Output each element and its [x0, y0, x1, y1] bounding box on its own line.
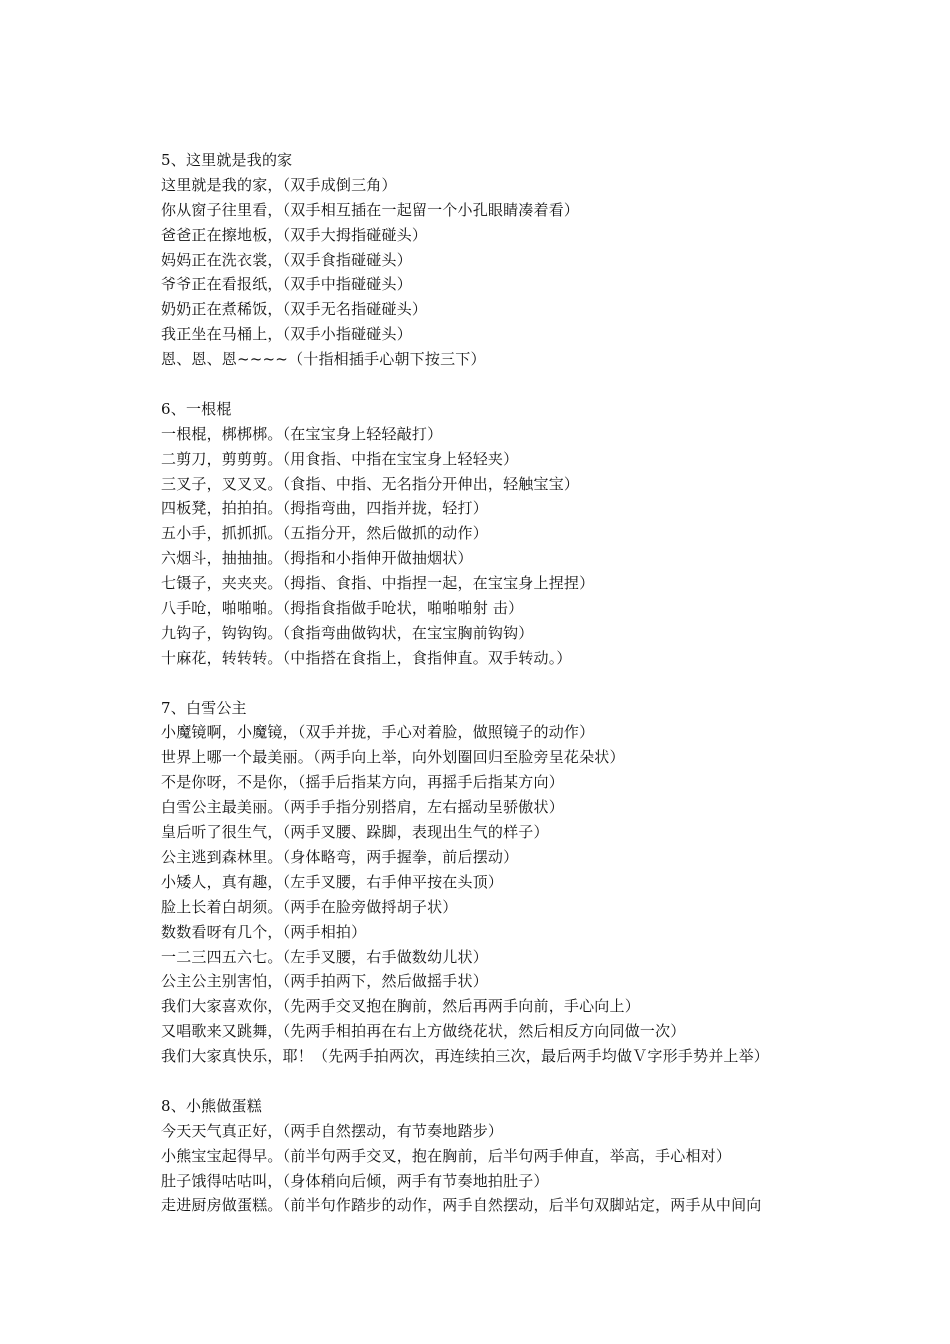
- text-line: 今天天气真正好，（两手自然摆动，有节奏地踏步）: [161, 1121, 504, 1140]
- text-line: 又唱歌来又跳舞，（先两手相拍再在右上方做绕花状，然后相反方向同做一次）: [161, 1022, 686, 1041]
- section-heading: 5、这里就是我的家: [161, 151, 293, 169]
- text-line: 我们大家真快乐，耶！（先两手拍两次，再连续拍三次，最后两手均做Ｖ字形手势并上举）: [161, 1047, 770, 1066]
- paragraph-gap: [161, 372, 851, 397]
- text-line: 小熊宝宝起得早。（前半句两手交叉，抱在胸前，后半句两手伸直，举高，手心相对）: [161, 1146, 732, 1165]
- section-8: [161, 1094, 851, 1218]
- section-heading: 8、小熊做蛋糕: [161, 1096, 262, 1115]
- text-line: 走进厨房做蛋糕。（前半句作踏步的动作，两手自然摆动，后半句双脚站定，两手从中间向: [161, 1196, 762, 1215]
- document-body: [161, 148, 851, 1218]
- text-line: 恩、恩、恩~~~~（十指相插手心朝下按三下）: [161, 350, 486, 369]
- text-line: 十麻花，转转转。（中指搭在食指上，食指伸直。双手转动。）: [161, 648, 572, 667]
- paragraph-gap: [161, 671, 851, 696]
- section-heading: 7、白雪公主: [161, 698, 247, 717]
- text-line: 肚子饿得咕咕叫，（身体稍向后倾，两手有节奏地拍肚子）: [161, 1171, 549, 1190]
- text-line: 小魔镜啊，小魔镜，（双手并拢，手心对着脸，做照镜子的动作）: [161, 723, 595, 742]
- text-line: 不是你呀，不是你，（摇手后指某方向，再摇手后指某方向）: [161, 773, 564, 792]
- text-line: 小矮人，真有趣，（左手叉腰，右手伸平按在头顶）: [161, 872, 504, 891]
- text-line: 二剪刀，剪剪剪。（用食指、中指在宝宝身上轻轻夹）: [161, 449, 519, 468]
- text-line: 世界上哪一个最美丽。（两手向上举，向外划圈回归至脸旁呈花朵状）: [161, 748, 625, 767]
- text-line: 四板凳，拍拍拍。（拇指弯曲，四指并拢，轻打）: [161, 499, 488, 518]
- text-line: 八手呛，啪啪啪。（拇指食指做手呛状，啪啪啪射 击）: [161, 599, 524, 618]
- section-5: [161, 148, 851, 372]
- section-heading: 6、一根棍: [161, 399, 232, 418]
- text-line: 这里就是我的家，（双手成倒三角）: [161, 175, 397, 194]
- text-line: 你从窗子往里看，（双手相互插在一起留一个小孔眼睛凑着看）: [161, 200, 580, 219]
- text-line: 我们大家喜欢你，（先两手交叉抱在胸前，然后再两手向前，手心向上）: [161, 997, 640, 1016]
- text-line: 脸上长着白胡须。（两手在脸旁做捋胡子状）: [161, 897, 458, 916]
- text-line: 爷爷正在看报纸，（双手中指碰碰头）: [161, 275, 412, 294]
- text-line: 皇后听了很生气，（两手叉腰、跺脚，表现出生气的样子）: [161, 823, 549, 842]
- text-line: 我正坐在马桶上，（双手小指碰碰头）: [161, 325, 412, 344]
- text-line: 妈妈正在洗衣裳，（双手食指碰碰头）: [161, 250, 412, 269]
- paragraph-gap: [161, 1069, 851, 1094]
- text-line: 五小手，抓抓抓。（五指分开，然后做抓的动作）: [161, 524, 488, 543]
- section-7: [161, 696, 851, 1069]
- text-line: 六烟斗，抽抽抽。（拇指和小指伸开做抽烟状）: [161, 549, 473, 568]
- text-line: 九钩子，钩钩钩。（食指弯曲做钩状，在宝宝胸前钩钩）: [161, 623, 534, 642]
- text-line: 公主公主别害怕，（两手拍两下，然后做摇手状）: [161, 972, 488, 991]
- text-line: 白雪公主最美丽。（两手手指分别搭肩，左右摇动呈骄傲状）: [161, 798, 564, 817]
- text-line: 公主逃到森林里。（身体略弯，两手握拳，前后摆动）: [161, 847, 519, 866]
- text-line: 爸爸正在擦地板，（双手大拇指碰碰头）: [161, 225, 428, 244]
- text-line: 数数看呀有几个，（两手相拍）: [161, 922, 367, 941]
- section-6: [161, 397, 851, 671]
- text-line: 一根棍，梆梆梆。（在宝宝身上轻轻敲打）: [161, 424, 443, 443]
- text-line: 七镊子，夹夹夹。（拇指、食指、中指捏一起，在宝宝身上捏捏）: [161, 574, 595, 593]
- text-line: 三叉子，叉叉叉。（食指、中指、无名指分开伸出，轻触宝宝）: [161, 474, 580, 493]
- text-line: 奶奶正在煮稀饭，（双手无名指碰碰头）: [161, 300, 428, 319]
- text-line: 一二三四五六七。（左手叉腰，右手做数幼儿状）: [161, 947, 488, 966]
